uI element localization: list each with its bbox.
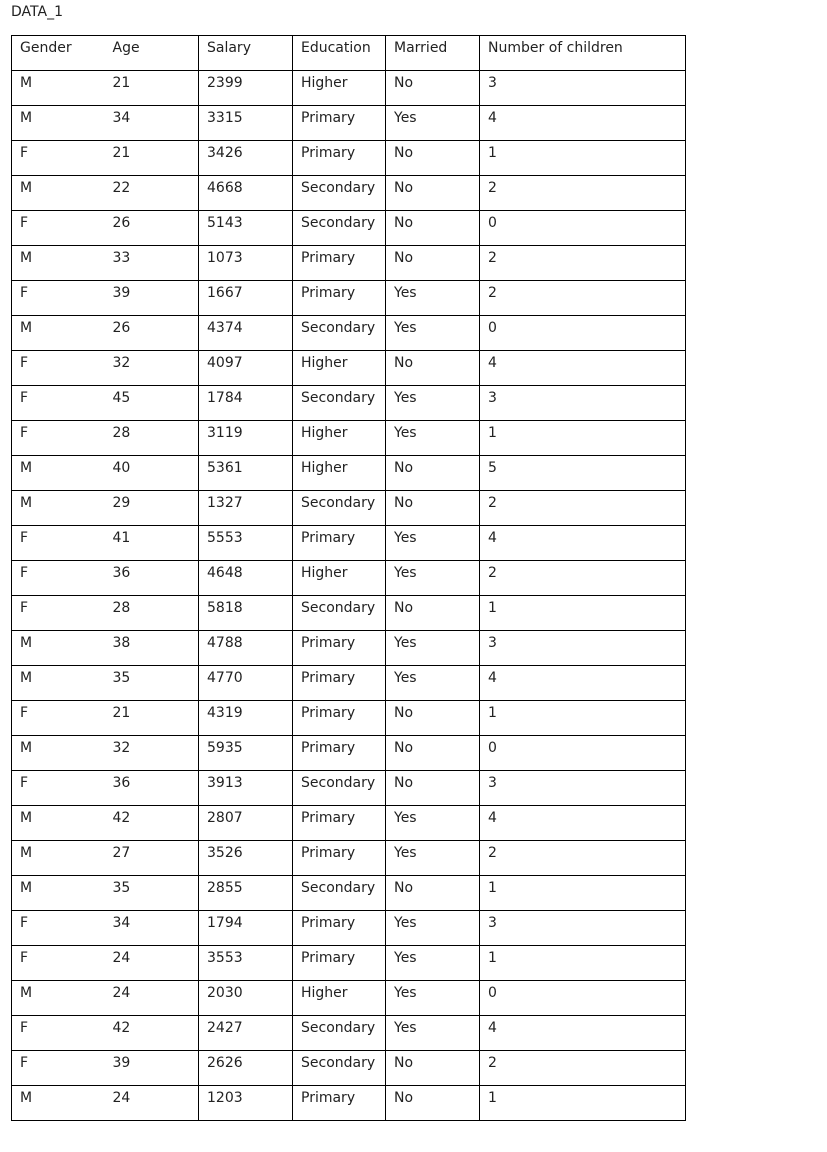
cell-children: 1 [488, 145, 497, 161]
table-row [12, 491, 686, 526]
cell-salary: 4770 [199, 666, 293, 701]
table-row [12, 876, 686, 911]
table-row [12, 911, 686, 946]
cell-children: 0 [488, 320, 497, 336]
table-row [12, 526, 686, 561]
cell-married: No [386, 736, 480, 771]
cell-married: Yes [386, 106, 480, 141]
cell-age: 32 [105, 736, 199, 771]
cell-age: 32 [105, 351, 199, 386]
cell-gender: F [20, 215, 29, 231]
cell-gender: F [20, 705, 29, 721]
cell-gender: M [20, 110, 33, 126]
cell-gender: M [20, 250, 33, 266]
cell-age: 21 [105, 141, 199, 176]
cell-education: Primary [293, 736, 386, 771]
table-row [12, 596, 686, 631]
cell-gender: M [20, 460, 33, 476]
cell-married: Yes [386, 841, 480, 876]
cell-married: No [386, 211, 480, 246]
table-row [12, 981, 686, 1016]
table-row [12, 841, 686, 876]
header-children: Number of children [488, 40, 623, 56]
cell-age: 24 [105, 946, 199, 981]
cell-salary: 1327 [199, 491, 293, 526]
cell-married: No [386, 701, 480, 736]
cell-married: No [386, 771, 480, 806]
cell-education: Higher [293, 351, 386, 386]
cell-children: 1 [488, 880, 497, 896]
cell-married: No [386, 351, 480, 386]
cell-gender: M [20, 880, 33, 896]
cell-gender: F [20, 915, 29, 931]
cell-salary: 1667 [199, 281, 293, 316]
cell-education: Secondary [293, 491, 386, 526]
cell-salary: 1784 [199, 386, 293, 421]
cell-salary: 2427 [199, 1016, 293, 1051]
cell-age: 45 [105, 386, 199, 421]
cell-salary: 5818 [199, 596, 293, 631]
cell-gender: F [20, 1020, 29, 1036]
cell-education: Higher [293, 421, 386, 456]
table-row [12, 701, 686, 736]
cell-gender: F [20, 600, 29, 616]
cell-salary: 5361 [199, 456, 293, 491]
cell-children: 3 [488, 635, 497, 651]
cell-education: Primary [293, 946, 386, 981]
header-education: Education [293, 36, 386, 71]
table-row [12, 71, 686, 106]
cell-age: 39 [105, 1051, 199, 1086]
cell-education: Primary [293, 526, 386, 561]
cell-married: Yes [386, 1016, 480, 1051]
cell-married: No [386, 1051, 480, 1086]
header-gender: Gender [20, 40, 72, 56]
cell-children: 2 [488, 1055, 497, 1071]
cell-children: 3 [488, 390, 497, 406]
table-row [12, 631, 686, 666]
cell-married: Yes [386, 386, 480, 421]
cell-education: Primary [293, 281, 386, 316]
cell-children: 2 [488, 250, 497, 266]
cell-gender: M [20, 635, 33, 651]
cell-education: Primary [293, 911, 386, 946]
header-married: Married [386, 36, 480, 71]
cell-married: No [386, 456, 480, 491]
table-row [12, 281, 686, 316]
cell-children: 4 [488, 355, 497, 371]
cell-children: 0 [488, 985, 497, 1001]
cell-married: No [386, 596, 480, 631]
cell-education: Secondary [293, 316, 386, 351]
cell-married: No [386, 246, 480, 281]
cell-gender: M [20, 845, 33, 861]
cell-children: 3 [488, 915, 497, 931]
cell-gender: M [20, 670, 33, 686]
cell-gender: F [20, 285, 29, 301]
cell-age: 22 [105, 176, 199, 211]
cell-married: No [386, 491, 480, 526]
cell-gender: F [20, 775, 29, 791]
cell-age: 40 [105, 456, 199, 491]
cell-salary: 4374 [199, 316, 293, 351]
cell-married: Yes [386, 631, 480, 666]
cell-education: Secondary [293, 211, 386, 246]
table-row [12, 386, 686, 421]
cell-married: Yes [386, 946, 480, 981]
cell-education: Primary [293, 666, 386, 701]
cell-married: Yes [386, 981, 480, 1016]
cell-children: 3 [488, 75, 497, 91]
table-row [12, 421, 686, 456]
cell-salary: 3526 [199, 841, 293, 876]
cell-education: Higher [293, 981, 386, 1016]
cell-children: 4 [488, 810, 497, 826]
table-row [12, 176, 686, 211]
table-row [12, 771, 686, 806]
cell-salary: 3913 [199, 771, 293, 806]
cell-gender: F [20, 530, 29, 546]
table-row [12, 246, 686, 281]
cell-salary: 5553 [199, 526, 293, 561]
cell-children: 4 [488, 1020, 497, 1036]
cell-married: Yes [386, 316, 480, 351]
cell-married: No [386, 176, 480, 211]
cell-gender: F [20, 425, 29, 441]
cell-education: Primary [293, 246, 386, 281]
cell-salary: 4648 [199, 561, 293, 596]
table-body [12, 36, 686, 1121]
cell-children: 1 [488, 1090, 497, 1106]
cell-salary: 3426 [199, 141, 293, 176]
cell-age: 33 [105, 246, 199, 281]
cell-children: 1 [488, 705, 497, 721]
cell-gender: M [20, 320, 33, 336]
cell-salary: 3553 [199, 946, 293, 981]
header-salary: Salary [199, 36, 293, 71]
cell-married: Yes [386, 526, 480, 561]
table-row [12, 806, 686, 841]
cell-salary: 1203 [199, 1086, 293, 1121]
cell-age: 35 [105, 876, 199, 911]
cell-children: 1 [488, 950, 497, 966]
cell-age: 24 [105, 1086, 199, 1121]
cell-age: 24 [105, 981, 199, 1016]
cell-education: Secondary [293, 876, 386, 911]
cell-education: Primary [293, 631, 386, 666]
cell-children: 2 [488, 285, 497, 301]
cell-education: Primary [293, 106, 386, 141]
cell-education: Primary [293, 841, 386, 876]
cell-salary: 5935 [199, 736, 293, 771]
cell-age: 27 [105, 841, 199, 876]
cell-married: No [386, 141, 480, 176]
cell-children: 4 [488, 670, 497, 686]
table-row [12, 456, 686, 491]
cell-children: 0 [488, 215, 497, 231]
cell-age: 29 [105, 491, 199, 526]
cell-children: 0 [488, 740, 497, 756]
cell-salary: 2855 [199, 876, 293, 911]
cell-married: Yes [386, 911, 480, 946]
cell-education: Higher [293, 456, 386, 491]
table-row [12, 946, 686, 981]
cell-married: Yes [386, 421, 480, 456]
cell-gender: F [20, 565, 29, 581]
cell-salary: 5143 [199, 211, 293, 246]
cell-education: Primary [293, 806, 386, 841]
cell-age: 39 [105, 281, 199, 316]
cell-age: 34 [105, 106, 199, 141]
cell-gender: M [20, 810, 33, 826]
table-row [12, 141, 686, 176]
cell-age: 26 [105, 211, 199, 246]
cell-age: 36 [105, 771, 199, 806]
cell-age: 41 [105, 526, 199, 561]
cell-age: 36 [105, 561, 199, 596]
cell-married: No [386, 1086, 480, 1121]
cell-age: 42 [105, 1016, 199, 1051]
cell-salary: 1794 [199, 911, 293, 946]
data-table [11, 35, 686, 1121]
cell-gender: M [20, 180, 33, 196]
cell-married: Yes [386, 561, 480, 596]
cell-education: Secondary [293, 771, 386, 806]
cell-children: 5 [488, 460, 497, 476]
cell-married: Yes [386, 281, 480, 316]
cell-salary: 2626 [199, 1051, 293, 1086]
cell-gender: M [20, 740, 33, 756]
cell-salary: 4668 [199, 176, 293, 211]
cell-age: 42 [105, 806, 199, 841]
cell-salary: 2399 [199, 71, 293, 106]
cell-married: Yes [386, 666, 480, 701]
cell-gender: F [20, 1055, 29, 1071]
cell-salary: 1073 [199, 246, 293, 281]
cell-education: Higher [293, 71, 386, 106]
cell-age: 26 [105, 316, 199, 351]
header-age: Age [105, 36, 199, 71]
cell-children: 2 [488, 495, 497, 511]
cell-children: 1 [488, 425, 497, 441]
cell-children: 3 [488, 775, 497, 791]
cell-salary: 4319 [199, 701, 293, 736]
cell-married: Yes [386, 806, 480, 841]
cell-age: 21 [105, 701, 199, 736]
cell-age: 28 [105, 421, 199, 456]
cell-children: 4 [488, 110, 497, 126]
cell-salary: 2807 [199, 806, 293, 841]
table-header-row [12, 36, 686, 71]
page-title: DATA_1 [11, 4, 63, 20]
cell-children: 2 [488, 180, 497, 196]
cell-salary: 4788 [199, 631, 293, 666]
cell-age: 21 [105, 71, 199, 106]
table-row [12, 736, 686, 771]
cell-age: 34 [105, 911, 199, 946]
cell-education: Primary [293, 701, 386, 736]
cell-children: 4 [488, 530, 497, 546]
cell-education: Secondary [293, 1016, 386, 1051]
table-row [12, 351, 686, 386]
cell-gender: M [20, 495, 33, 511]
cell-salary: 3119 [199, 421, 293, 456]
table-row [12, 1016, 686, 1051]
table-row [12, 106, 686, 141]
table-row [12, 1051, 686, 1086]
cell-education: Secondary [293, 386, 386, 421]
cell-children: 2 [488, 845, 497, 861]
cell-age: 38 [105, 631, 199, 666]
cell-children: 1 [488, 600, 497, 616]
cell-gender: F [20, 355, 29, 371]
table-row [12, 211, 686, 246]
cell-education: Higher [293, 561, 386, 596]
cell-education: Secondary [293, 176, 386, 211]
cell-age: 28 [105, 596, 199, 631]
table-row [12, 316, 686, 351]
cell-salary: 4097 [199, 351, 293, 386]
cell-salary: 2030 [199, 981, 293, 1016]
cell-gender: M [20, 75, 33, 91]
cell-gender: F [20, 950, 29, 966]
table-row [12, 561, 686, 596]
cell-education: Secondary [293, 1051, 386, 1086]
cell-salary: 3315 [199, 106, 293, 141]
cell-married: No [386, 876, 480, 911]
cell-education: Primary [293, 1086, 386, 1121]
cell-age: 35 [105, 666, 199, 701]
cell-married: No [386, 71, 480, 106]
cell-gender: M [20, 985, 33, 1001]
table-row [12, 1086, 686, 1121]
cell-children: 2 [488, 565, 497, 581]
table-row [12, 666, 686, 701]
cell-gender: M [20, 1090, 33, 1106]
cell-education: Secondary [293, 596, 386, 631]
cell-gender: F [20, 390, 29, 406]
cell-gender: F [20, 145, 29, 161]
cell-education: Primary [293, 141, 386, 176]
